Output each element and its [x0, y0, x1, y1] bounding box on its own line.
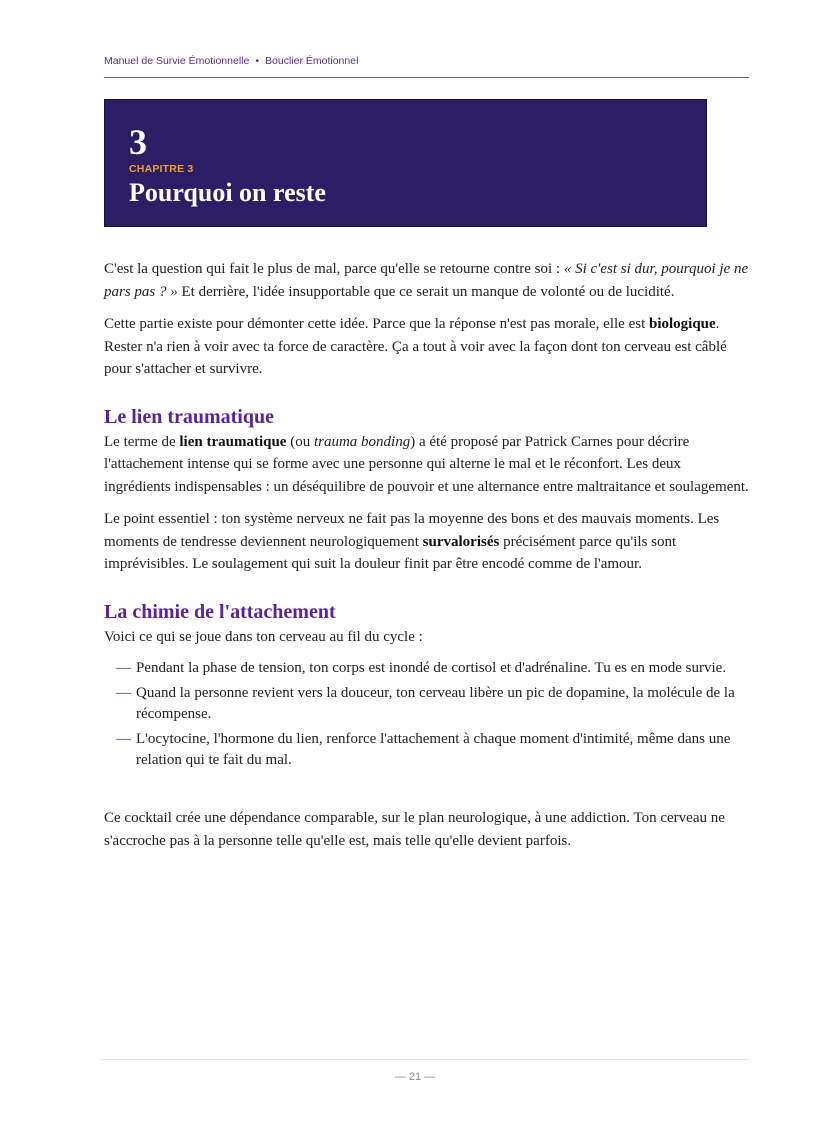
header-divider	[104, 77, 749, 78]
emphasis-lien-traumatique: lien traumatique	[179, 433, 287, 450]
dash-marker: —	[116, 731, 131, 747]
list-item-text: L'ocytocine, l'hormone du lien, renforce l'attachement à chaque moment d'intimité, même dans une relation qui te fait du mal.	[136, 731, 731, 768]
cycle-list	[104, 658, 749, 771]
text-run: Et derrière, l'idée insupportable que ce serait un manque de volonté ou de lucidité.	[177, 283, 675, 300]
book-title: Manuel de Survie Émotionnelle	[104, 55, 250, 67]
list-item	[104, 729, 749, 771]
text-run: Le terme de	[104, 433, 180, 450]
emphasis-trauma-bonding: trauma bonding	[313, 433, 411, 450]
text-run: ) a été proposé par Patrick Carnes pour décrire l'attachement intense qui se forme avec une personne qui alterne le mal et le réconfort. Les deux ingrédients indispensables : un déséquilibre de pouvoir et une alternance entre maltraitance et soulagement.	[104, 433, 749, 495]
conclusion-paragraph: Ce cocktail crée une dépendance comparable, sur le plan neurologique, à une addiction. Ton cerveau ne s'accroche pas à la personne telle qu'elle est, mais telle qu'elle devient parfois.	[104, 810, 725, 849]
chapter-banner	[104, 99, 707, 227]
section-heading-chimie: La chimie de l'attachement	[104, 600, 336, 623]
page-content	[104, 258, 749, 862]
intro-paragraph-1	[104, 258, 749, 303]
list-item	[104, 658, 749, 679]
dash-marker: —	[116, 685, 131, 701]
page-number: — 21 —	[394, 1071, 436, 1083]
section-title: Bouclier Émotionnel	[265, 55, 359, 67]
section2-intro: Voici ce qui se joue dans ton cerveau au fil du cycle :	[104, 628, 423, 645]
chapter-number: 3	[129, 122, 147, 162]
list-item-text: Quand la personne revient vers la douceur, ton cerveau libère un pic de dopamine, la molécule de la récompense.	[136, 685, 735, 722]
text-run: C'est la question qui fait le plus de mal, parce qu'elle se retourne contre soi :	[104, 261, 564, 277]
text-run: Le point essentiel : ton système nerveux ne fait pas la moyenne des bons et des mauvais moments. Les moments de tendresse deviennent neurologiquement	[104, 511, 720, 550]
intro-paragraph-2	[104, 313, 749, 381]
text-run: Cette partie existe pour démonter cette idée. Parce que la réponse n'est pas morale, elle est	[104, 316, 649, 332]
header-separator: •	[255, 55, 260, 67]
chapter-title: Pourquoi on reste	[129, 178, 326, 207]
emphasis-biologique: biologique	[648, 316, 716, 332]
text-run: précisément parce qu'ils sont imprévisibles. Le soulagement qui suit la douleur finit par être encodé comme de l'amour.	[104, 533, 677, 572]
chapter-kicker: CHAPITRE 3	[129, 163, 194, 175]
footer-divider	[100, 1059, 749, 1060]
intro-quote: « Si c'est si dur, pourquoi je ne pars pas ? »	[104, 261, 749, 300]
section-heading-lien-traumatique: Le lien traumatique	[104, 405, 274, 428]
section1-paragraph-2	[104, 508, 749, 576]
text-run: (ou	[286, 433, 314, 450]
list-item-text: Pendant la phase de tension, ton corps est inondé de cortisol et d'adrénaline. Tu es en mode survie.	[136, 660, 727, 676]
emphasis-survalorises: survalorisés	[422, 533, 500, 550]
section1-paragraph-1	[104, 431, 749, 499]
running-header	[104, 54, 749, 68]
list-item	[104, 683, 749, 725]
text-run: . Rester n'a rien à voir avec ta force de caractère. Ça a tout à voir avec la façon dont ton cerveau est câblé pour s'attacher et survivre.	[104, 316, 727, 377]
dash-marker: —	[116, 660, 131, 676]
